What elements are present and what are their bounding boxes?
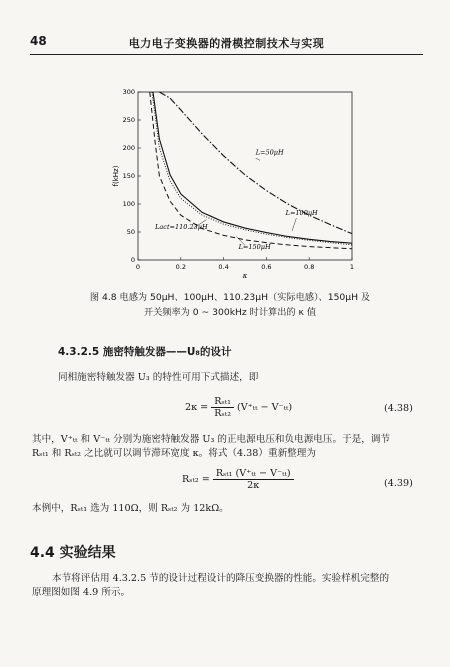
- paragraph-4-line-2: 原理图如图 4.9 所示。: [32, 587, 131, 598]
- y-tick-label: 100: [122, 200, 135, 209]
- equation-4-38: [185, 396, 292, 419]
- curve-label-2: Lact=110.23μH: [155, 223, 208, 232]
- x-tick-label: 0.4: [218, 263, 229, 271]
- paragraph-1: 同相施密特触发器 U₃ 的特性可用下式描述，即: [58, 372, 259, 383]
- x-tick-label: 0.8: [304, 263, 315, 271]
- y-axis-label: f(kHz): [112, 165, 120, 187]
- eq39-denominator: 2κ: [247, 480, 260, 491]
- eq38-numerator: Rₛₜ₁: [211, 396, 234, 408]
- y-tick-label: 0: [130, 256, 135, 265]
- annotation-leader: [256, 158, 260, 160]
- paragraph-3: 本例中，Rₛₜ₁ 选为 110Ω，则 Rₛₜ₂ 为 12kΩ。: [32, 503, 229, 514]
- annotation-leader: [292, 218, 296, 231]
- paragraph-4: [32, 572, 427, 600]
- paragraph-2-line-1: 其中，V⁺ₜₜ 和 V⁻ₜₜ 分别为施密特触发器 U₃ 的正电源电压和负电源电压。于是，调节: [32, 434, 391, 445]
- y-tick-label: 200: [122, 144, 135, 153]
- page-number: 48: [30, 34, 47, 48]
- eq39-numerator: Rₛₜ₁ (V⁺ₜₜ − V⁻ₜₜ): [213, 468, 294, 480]
- section-heading: 4.4 实验结果: [30, 545, 116, 561]
- frequency-vs-kappa-chart: [80, 84, 370, 280]
- subsection-title: 4.3.2.5 施密特触发器——U₈的设计: [58, 346, 232, 358]
- subsection-heading: [58, 344, 231, 359]
- y-tick-label: 250: [122, 116, 135, 125]
- eq38-denominator: Rₛₜ₂: [214, 408, 231, 419]
- equation-4-39: [182, 468, 294, 491]
- y-tick-label: 150: [122, 172, 135, 181]
- eq39-number: (4.39): [384, 478, 413, 489]
- series-line-2: [152, 92, 352, 245]
- caption-line-1: 图 4.8 电感为 50μH、100μH、110.23μH（实际电感）、150μH 及: [89, 292, 371, 303]
- eq38-rhs: (V⁺ₜₜ − V⁻ₜₜ): [237, 402, 293, 413]
- eq39-lhs: Rₛₜ₂ =: [182, 474, 210, 485]
- eq38-number: (4.38): [384, 403, 413, 414]
- y-tick-label: 300: [122, 88, 135, 97]
- figure-caption: [40, 290, 420, 320]
- paragraph-2-line-2: Rₛₜ₁ 和 Rₛₜ₂ 之比就可以调节滞环宽度 κ。将式（4.38）重新整理为: [32, 448, 316, 459]
- running-title: 电力电子变换器的滑模控制技术与实现: [128, 37, 325, 50]
- curve-label-3: L=150μH: [238, 242, 271, 251]
- paragraph-4-line-1: 本节将评估用 4.3.2.5 节的设计过程设计的降压变换器的性能。实验样机完整的: [52, 573, 390, 584]
- page-header: [30, 28, 423, 55]
- x-tick-label: 1: [349, 263, 355, 271]
- x-axis-label: κ: [242, 272, 248, 280]
- curve-label-0: L=50μH: [255, 148, 284, 157]
- eq38-lhs: 2κ =: [185, 402, 209, 413]
- series-line-0: [159, 92, 352, 234]
- x-tick-label: 0: [135, 263, 141, 271]
- paragraph-2: [32, 433, 427, 461]
- caption-line-2: 开关频率为 0 ~ 300kHz 时计算出的 κ 值: [143, 307, 317, 318]
- x-tick-label: 0.2: [175, 263, 186, 271]
- curve-label-1: L=100μH: [285, 209, 318, 218]
- y-tick-label: 50: [126, 228, 135, 237]
- x-tick-label: 0.6: [261, 263, 272, 271]
